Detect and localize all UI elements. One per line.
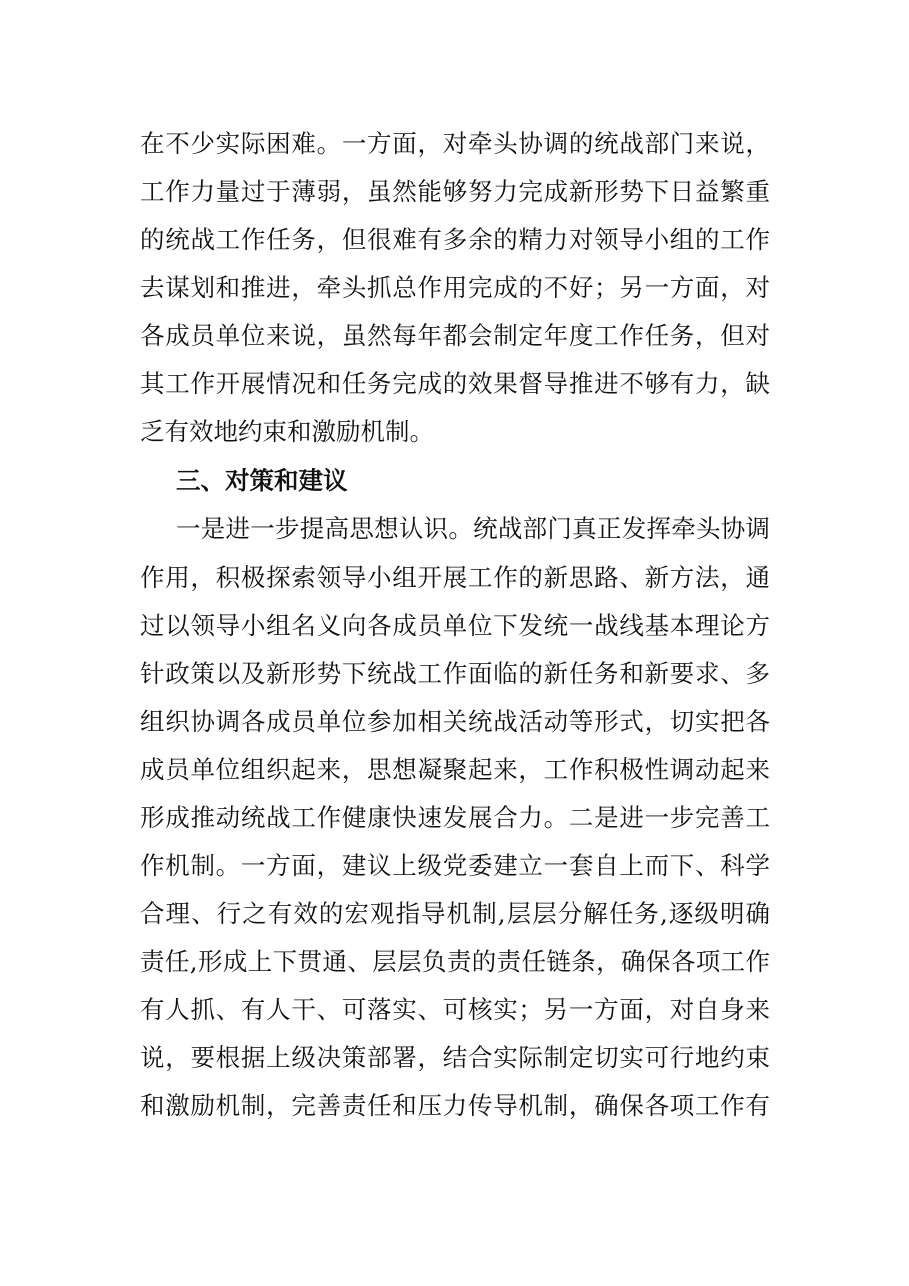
paragraph-line: 作机制。一方面，建议上级党委建立一套自上而下、科学	[140, 851, 770, 880]
paragraph-line: 在不少实际困难。一方面，对牵头协调的统战部门来说，	[140, 129, 770, 158]
paragraph-line: 说，要根据上级决策部署，结合实际制定切实可行地约束	[140, 1043, 770, 1072]
paragraph-line: 组织协调各成员单位参加相关统战活动等形式，切实把各	[140, 707, 770, 736]
paragraph-line: 责任,形成上下贯通、层层负责的责任链条，确保各项工作	[140, 947, 770, 976]
paragraph-line: 合理、行之有效的宏观指导机制,层层分解任务,逐级明确	[140, 899, 770, 928]
paragraph-line: 乏有效地约束和激励机制。	[140, 417, 434, 446]
paragraph-line: 和激励机制，完善责任和压力传导机制，确保各项工作有	[140, 1091, 770, 1120]
paragraph-line: 形成推动统战工作健康快速发展合力。二是进一步完善工	[140, 803, 770, 832]
paragraph-line: 有人抓、有人干、可落实、可核实；另一方面，对自身来	[140, 995, 770, 1024]
paragraph-line: 成员单位组织起来，思想凝聚起来，工作积极性调动起来	[140, 755, 770, 784]
paragraph-line: 其工作开展情况和任务完成的效果督导推进不够有力，缺	[140, 369, 770, 398]
section-heading: 三、对策和建议	[176, 466, 348, 495]
paragraph-line: 去谋划和推进，牵头抓总作用完成的不好；另一方面，对	[140, 273, 770, 302]
paragraph-line: 各成员单位来说，虽然每年都会制定年度工作任务，但对	[140, 321, 770, 350]
paragraph-line: 的统战工作任务，但很难有多余的精力对领导小组的工作	[140, 225, 770, 254]
paragraph-line: 针政策以及新形势下统战工作面临的新任务和新要求、多	[140, 659, 770, 688]
paragraph-line: 一是进一步提高思想认识。统战部门真正发挥牵头协调	[176, 514, 770, 543]
paragraph-line: 工作力量过于薄弱，虽然能够努力完成新形势下日益繁重	[140, 177, 770, 206]
paragraph-line: 作用，积极探索领导小组开展工作的新思路、新方法，通	[140, 563, 770, 592]
paragraph-line: 过以领导小组名义向各成员单位下发统一战线基本理论方	[140, 611, 770, 640]
